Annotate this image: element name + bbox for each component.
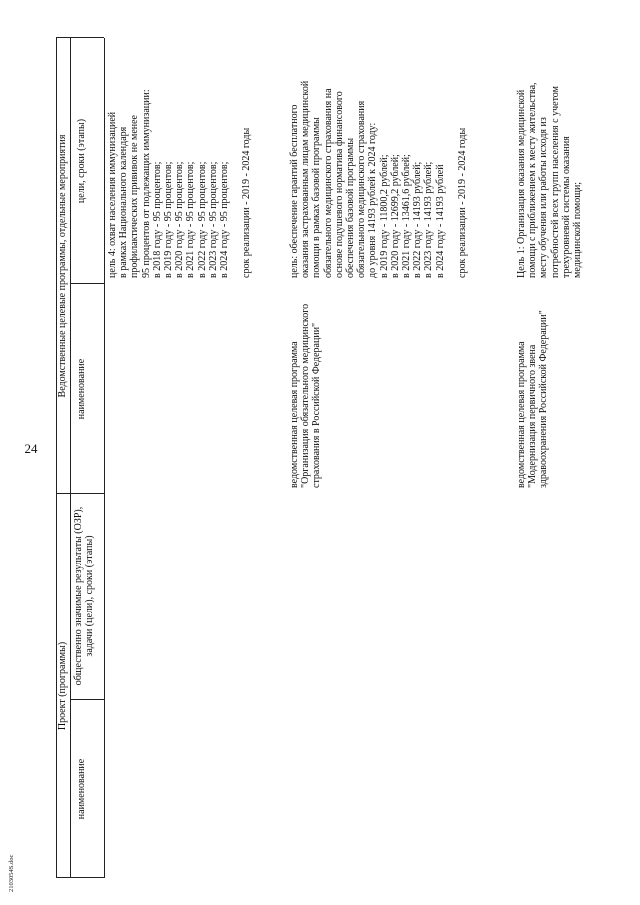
header-bottom-border <box>104 38 105 878</box>
goal-line: Цель 1: Организация оказания медицинской <box>516 89 527 278</box>
goal-line: медицинской помощи; <box>572 181 584 278</box>
goal-line: в 2022 году - 95 процентов; <box>196 161 208 278</box>
row-2-goals <box>289 38 468 278</box>
header-project-group: Проект (программы) <box>57 641 68 731</box>
goal-line: обязательного медицинского страхования на <box>322 88 334 278</box>
row-1-goals <box>107 38 252 278</box>
goal-line: месту обучения или работы исходя из <box>538 117 550 278</box>
goal-line: в 2019 году - 95 процентов; <box>163 161 175 278</box>
goal-line: в 2021 году - 95 процентов; <box>185 161 197 278</box>
header-col-ozr: общественно значимые результаты (ОЗР), задачи (цели), сроки (этапы) <box>73 506 96 686</box>
row-2-program-name: ведомственная целевая программа "Организация обязательного медицинского страхования в Российской Федерации" <box>289 303 323 488</box>
goal-line: цель: обеспечение гарантий бесплатного <box>289 104 300 278</box>
rotated-page <box>56 38 622 878</box>
goal-line: в рамках Национального календаря <box>118 126 130 278</box>
group-header-divider <box>70 38 71 878</box>
goal-line: до уровня 14193 рублей к 2024 году: <box>367 122 379 278</box>
goal-line: цель 4: охват населения иммунизацией <box>107 111 118 278</box>
term-line: срок реализации - 2019 - 2024 годы <box>456 127 468 278</box>
program-table <box>56 38 622 878</box>
page-number: 24 <box>24 441 38 456</box>
goal-line: оказания застрахованным лицам медицинской <box>300 80 312 278</box>
goal-line: в 2024 году - 14193 рублей <box>434 164 446 278</box>
goal-line: в 2018 году - 95 процентов; <box>151 161 163 278</box>
goal-line: обеспечения базовой программы <box>345 137 357 278</box>
goal-line: в 2020 году - 12699,2 рублей; <box>389 154 401 278</box>
goal-line: профилактических прививок не менее <box>129 115 141 278</box>
goal-line: в 2023 году - 14193 рублей; <box>423 161 435 278</box>
goal-line: в 2024 году - 95 процентов; <box>219 161 231 278</box>
goal-line: помощи в рамках базовой программы <box>311 117 323 278</box>
goal-line: трехуровневой системы оказания <box>560 136 572 278</box>
row-3-program-name: ведомственная целевая программа "Модернизация первичного звена здравоохранения Российской Федерации" <box>516 310 550 488</box>
header-col-program-name: наименование <box>76 358 87 420</box>
goal-line: в 2022 году - 14193 рублей; <box>412 161 424 278</box>
goal-line: в 2020 году - 95 процентов; <box>174 161 186 278</box>
goal-line: обязательного медицинского страхования <box>356 100 368 278</box>
header-target-group: Ведомственные целевые программы, отдельные мероприятия <box>57 134 68 398</box>
header-col-goals: цели, сроки (этапы) <box>76 118 87 204</box>
goal-line: основе подушевого норматива финансового <box>333 91 345 278</box>
document-id: 2103054S.doc <box>8 854 15 892</box>
goal-line: в 2019 году - 11800,2 рублей; <box>378 154 390 278</box>
goal-line: помощи с приближением к месту жительства, <box>527 82 539 278</box>
goal-line: в 2021 году - 13461,6 рублей; <box>401 154 413 278</box>
goal-line: потребностей всех групп населения с учетом <box>549 86 561 278</box>
term-line: срок реализации - 2019 - 2024 годы <box>241 127 253 278</box>
row-3-goals <box>516 38 583 278</box>
goal-line: в 2023 году - 95 процентов; <box>207 161 219 278</box>
header-col-name: наименование <box>76 758 87 820</box>
goal-line: 95 процентов от подлежащих иммунизации: <box>140 89 152 278</box>
